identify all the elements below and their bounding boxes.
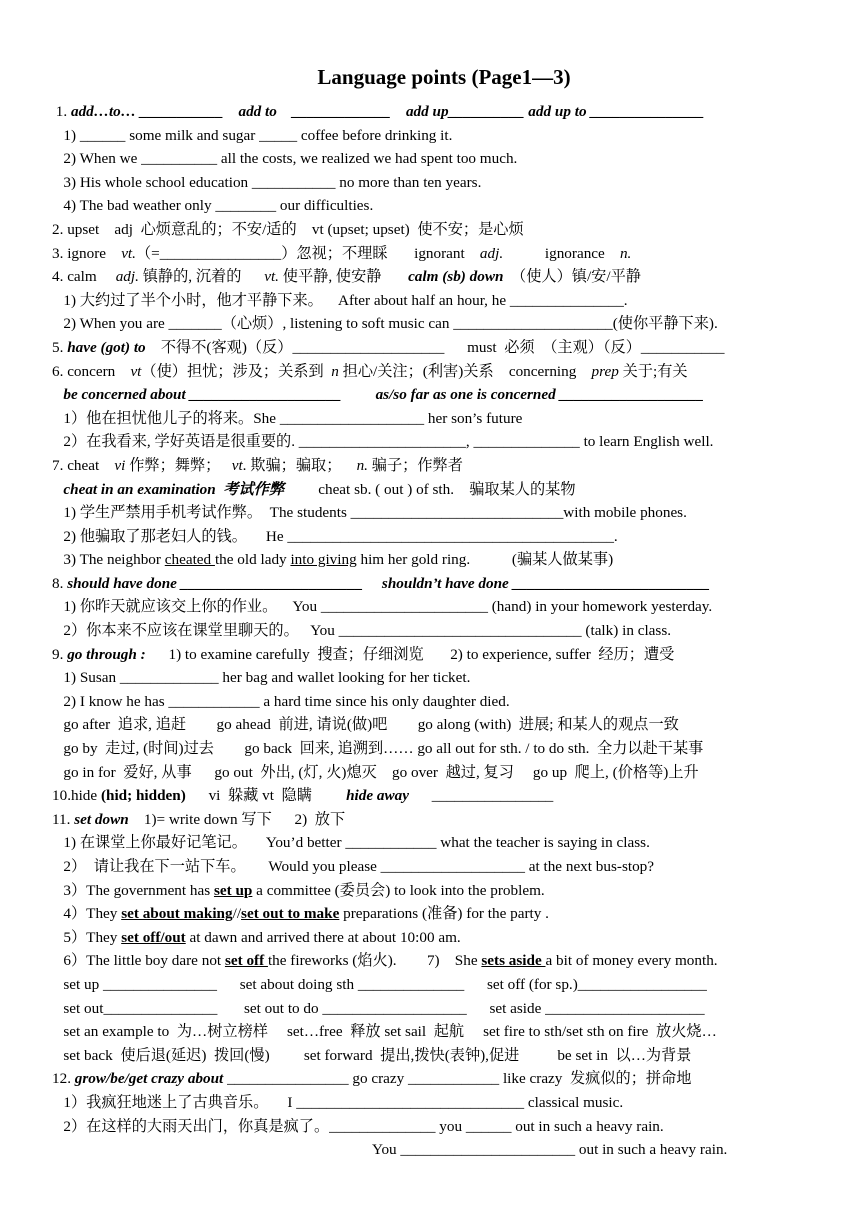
document-line: You _______________________ out in such a heavy rain.: [372, 1141, 728, 1159]
document-line: be concerned about ____________________ as/so far as one is concerned ___________________: [63, 386, 704, 404]
document-line: 3. ignore vt.（=________________）忽视；不理睬 ignorant adj. ignorance n.: [52, 244, 632, 262]
document-line: 5. have (got) to 不得不(客观)（反）____________________ must 必须 （主观）（反）___________: [52, 338, 725, 356]
document-line: 2. upset adj 心烦意乱的；不安/适的 vt (upset; upset) 使不安；是心烦: [52, 220, 524, 238]
document-line: set an example to 为…树立榜样 set…free 释放 set sail 起航 set fire to sth/set sth on fire 放火烧…: [52, 1023, 717, 1041]
document-line: 4）They set about making//set out to make preparations (准备) for the party .: [52, 905, 549, 923]
page-title: Language points (Page1—3): [317, 65, 571, 89]
document-line: 1) Susan _____________ her bag and wallet looking for her ticket.: [52, 669, 471, 687]
document-line: 2）你本来不应该在课堂里聊天的。 You ________________________________ (talk) in class.: [52, 622, 672, 640]
document-line: 1) 学生严禁用手机考试作弊。 The students ____________________________with mobile phones.: [52, 504, 687, 522]
document-line: go after 追求, 追赶 go ahead 前进, 请说(做)吧 go along (with) 进展; 和某人的观点一致: [52, 716, 679, 734]
document-line: 8. should have done ________________________ shouldn’t have done __________________________: [52, 574, 711, 592]
document-line: 2) I know he has ____________ a hard time since his only daughter died.: [52, 692, 510, 710]
document-line: 2) When we __________ all the costs, we realized we had spent too much.: [52, 150, 518, 168]
document-line: 1) ______ some milk and sugar _____ coffee before drinking it.: [52, 126, 453, 144]
document-line: set out_______________ set out to do ___________________ set aside _____________________: [52, 999, 705, 1017]
document-line: 1) 你昨天就应该交上你的作业。 You ______________________ (hand) in your homework yesterday.: [52, 598, 713, 616]
document-line: 3) The neighbor cheated the old lady into giving him her gold ring. (骗某人做某事): [52, 551, 614, 569]
document-line: 6）The little boy dare not set off the fireworks (焰火). 7) She sets aside a bit of money every month.: [52, 952, 718, 970]
document-line: 7. cheat vi 作弊；舞弊； vt. 欺骗；骗取； n. 骗子；作弊者: [52, 456, 463, 474]
document-line: 4. calm adj. 镇静的, 沉着的 vt. 使平静, 使安静 calm (sb) down （使人）镇/安/平静: [52, 268, 641, 286]
document-line: 3) His whole school education ___________ no more than ten years.: [52, 173, 482, 191]
document-line: 3）The government has set up a committee (委员会) to look into the problem.: [52, 881, 545, 899]
document-line: 2） 请让我在下一站下车。 Would you please ___________________ at the next bus-stop?: [52, 858, 655, 875]
document-line: 11. set down 1)= write down 写下 2) 放下: [52, 810, 346, 828]
document-line: 9. go through : 1) to examine carefully 搜查；仔细浏览 2) to experience, suffer 经历；遭受: [52, 645, 675, 663]
document-line: 1）我疯狂地迷上了古典音乐。 I ______________________________ classical music.: [52, 1093, 624, 1111]
document-line: 2）在这样的大雨天出门，你真是疯了。______________ you ______ out in such a heavy rain.: [52, 1117, 664, 1135]
document-line: 2）在我看来, 学好英语是很重要的. ______________________, ______________ to learn English well.: [52, 433, 714, 451]
document-line: 2) 他骗取了那老妇人的钱。 He ___________________________________________.: [52, 527, 618, 545]
document-line: go by 走过, (时间)过去 go back 回来, 追溯到…… go all out for sth. / to do sth. 全力以赴干某事: [52, 740, 704, 758]
document-line: 1）他在担忧他儿子的将来。She ___________________ her son’s future: [52, 409, 523, 427]
document-line: set up _______________ set about doing sth ______________ set off (for sp.)_________________: [52, 975, 707, 993]
document-line: 1. add…to… ___________ add to _____________ add up__________ add up to _______________: [52, 103, 705, 120]
document-line: cheat in an examination 考试作弊 cheat sb. ( out ) of sth. 骗取某人的某物: [63, 480, 576, 498]
document-line: 10.hide (hid; hidden) vi 躲藏 vt 隐瞒 hide away ________________: [52, 787, 554, 805]
document-line: set back 使后退(延迟) 拨回(慢) set forward 提出,拨快(表钟),促进 be set in 以…为背景: [52, 1046, 692, 1064]
document-line: 2) When you are _______（心烦）, listening to soft music can _____________________(使你平静下来).: [52, 315, 718, 333]
document-line: 12. grow/be/get crazy about ________________ go crazy ____________ like crazy 发疯似的；拼命地: [52, 1070, 692, 1088]
document-line: 1) 大约过了半个小时，他才平静下来。 After about half an hour, he _______________.: [52, 291, 628, 309]
document-line: 1) 在课堂上你最好记笔记。 You’d better ____________ what the teacher is saying in class.: [52, 834, 650, 852]
document-line: 4) The bad weather only ________ our difficulties.: [52, 197, 374, 215]
document-line: 5）They set off/out at dawn and arrived there at about 10:00 am.: [52, 928, 461, 946]
document-line: go in for 爱好, 从事 go out 外出, (灯, 火)熄灭 go over 越过, 复习 go up 爬上, (价格等)上升: [52, 763, 699, 781]
document-body: [52, 100, 820, 1162]
document-line: 6. concern vt（使）担忧；涉及；关系到 n 担心/关注；(利害)关系 concerning prep 关于;有关: [52, 362, 688, 380]
